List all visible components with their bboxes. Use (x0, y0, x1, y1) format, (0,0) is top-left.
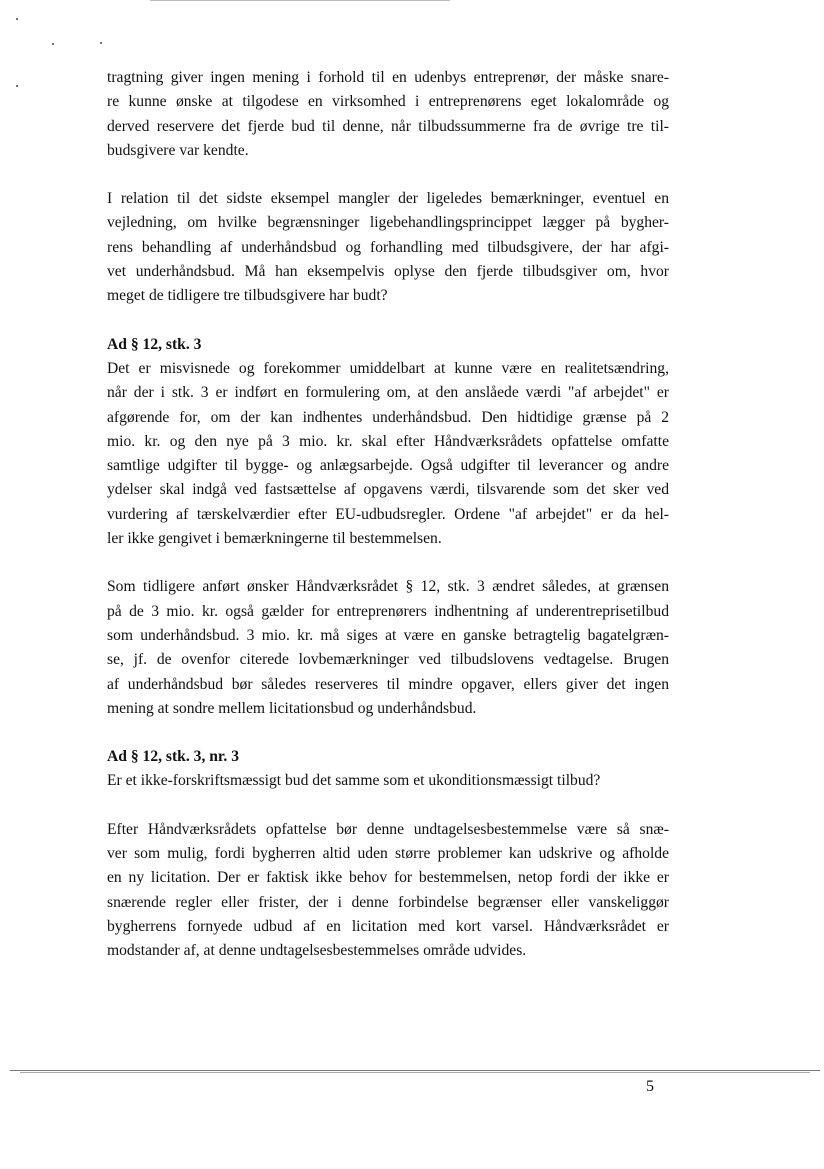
text-line: mio. kr. og den nye på 3 mio. kr. skal efter Håndværksrådets opfattelse omfatte (107, 432, 669, 450)
text-line: af underhåndsbud bør således reserveres til mindre opgaver, ellers giver det ingen (107, 675, 669, 693)
text-line: tragtning giver ingen mening i forhold til en udenbys entreprenør, der måske snare- (107, 69, 669, 86)
text-line: re kunne ønske at tilgodese en virksomhed i entreprenørens eget lokalområde og (107, 93, 669, 111)
paragraph (107, 333, 669, 552)
text-line: ver som mulig, fordi bygherren altid uden større problemer kan udskrive og afholde (107, 845, 669, 863)
section-12-stk-3 (107, 333, 669, 721)
section-heading: Ad § 12, stk. 3 (107, 335, 202, 353)
document-body (107, 66, 669, 988)
text-line: snærende regler eller frister, der i denne forbindelse begrænser eller vanskeliggør (107, 893, 669, 911)
paragraph (107, 66, 669, 163)
scan-speck (52, 43, 54, 45)
scan-speck (16, 85, 18, 87)
text-line: vejledning, om hvilke begrænsninger ligebehandlingsprincippet lægger på bygher- (107, 214, 669, 232)
text-line: som underhåndsbud. 3 mio. kr. må siges at være en ganske betragtelig bagatelgræn- (107, 626, 669, 644)
scan-speck (16, 18, 18, 20)
text-line: Efter Håndværksrådets opfattelse bør denne undtagelsesbestemmelse være så snæ- (107, 820, 669, 838)
paragraph (107, 745, 669, 794)
text-line: Det er misvisnede og forekommer umiddelbart at kunne være en realitetsændring, (107, 359, 669, 377)
text-line: en ny licitation. Der er faktisk ikke behov for bestemmelsen, netop fordi der ikke er (107, 869, 669, 887)
section-heading: Ad § 12, stk. 3, nr. 3 (107, 748, 239, 766)
text-line: Er et ikke-forskriftsmæssigt bud det samme som et ukonditionsmæssigt tilbud? (107, 772, 601, 790)
text-line: afgørende for, om der kan indhentes underhåndsbud. Den hidtidige grænse på 2 (107, 408, 669, 426)
paragraph (107, 575, 669, 721)
text-line: samtlige udgifter til bygge- og anlægsarbejde. Også udgifter til leverancer og andre (107, 457, 669, 475)
text-line: se, jf. de ovenfor citerede lovbemærkninger ved tilbudslovens vedtagelse. Brugen (107, 651, 669, 669)
text-line: på de 3 mio. kr. også gælder for entreprenørers indhentning af underentreprisetilbud (107, 602, 669, 620)
text-line: derved reservere det fjerde bud til denne, når tilbudssummerne fra de øvrige tre til- (107, 117, 669, 135)
text-line: ydelser skal indgå ved fastsættelse af opgavens værdi, tilsvarende som det sker ved (107, 481, 669, 499)
text-line: I relation til det sidste eksempel mangler der ligeledes bemærkninger, eventuel en (107, 190, 669, 208)
text-line: Som tidligere anført ønsker Håndværksrådet § 12, stk. 3 ændret således, at grænsen (107, 578, 669, 596)
text-line: ler ikke gengivet i bemærkningerne til bestemmelsen. (107, 530, 442, 548)
text-line: vurdering af tærskelværdier efter EU-udbudsregler. Ordene "af arbejdet" er da hel- (107, 505, 669, 523)
paragraph (107, 187, 669, 308)
text-line: rens behandling af underhåndsbud og forhandling med tilbudsgivere, der har afgi- (107, 238, 669, 256)
text-line: modstander af, at denne undtagelsesbestemmelses område udvides. (107, 942, 527, 960)
page-number: 5 (646, 1078, 654, 1095)
text-line: når der i stk. 3 er indført en formulering om, at den anslåede værdi "af arbejdet" er (107, 384, 669, 402)
paragraph (107, 818, 669, 964)
top-scan-line (150, 0, 450, 1)
scan-speck (100, 42, 102, 44)
text-line: budsgivere var kendte. (107, 141, 249, 159)
text-line: meget de tidligere tre tilbudsgivere har budt? (107, 287, 388, 305)
footer-rule (0, 1068, 824, 1076)
text-line: mening at sondre mellem licitationsbud og underhåndsbud. (107, 699, 477, 717)
text-line: bygherrens fornyede udbud af en licitation med kort varsel. Håndværksrådet er (107, 917, 669, 935)
section-12-stk-3-nr-3 (107, 745, 669, 963)
text-line: vet underhåndsbud. Må han eksempelvis oplyse den fjerde tilbudsgiver om, hvor (107, 263, 669, 281)
